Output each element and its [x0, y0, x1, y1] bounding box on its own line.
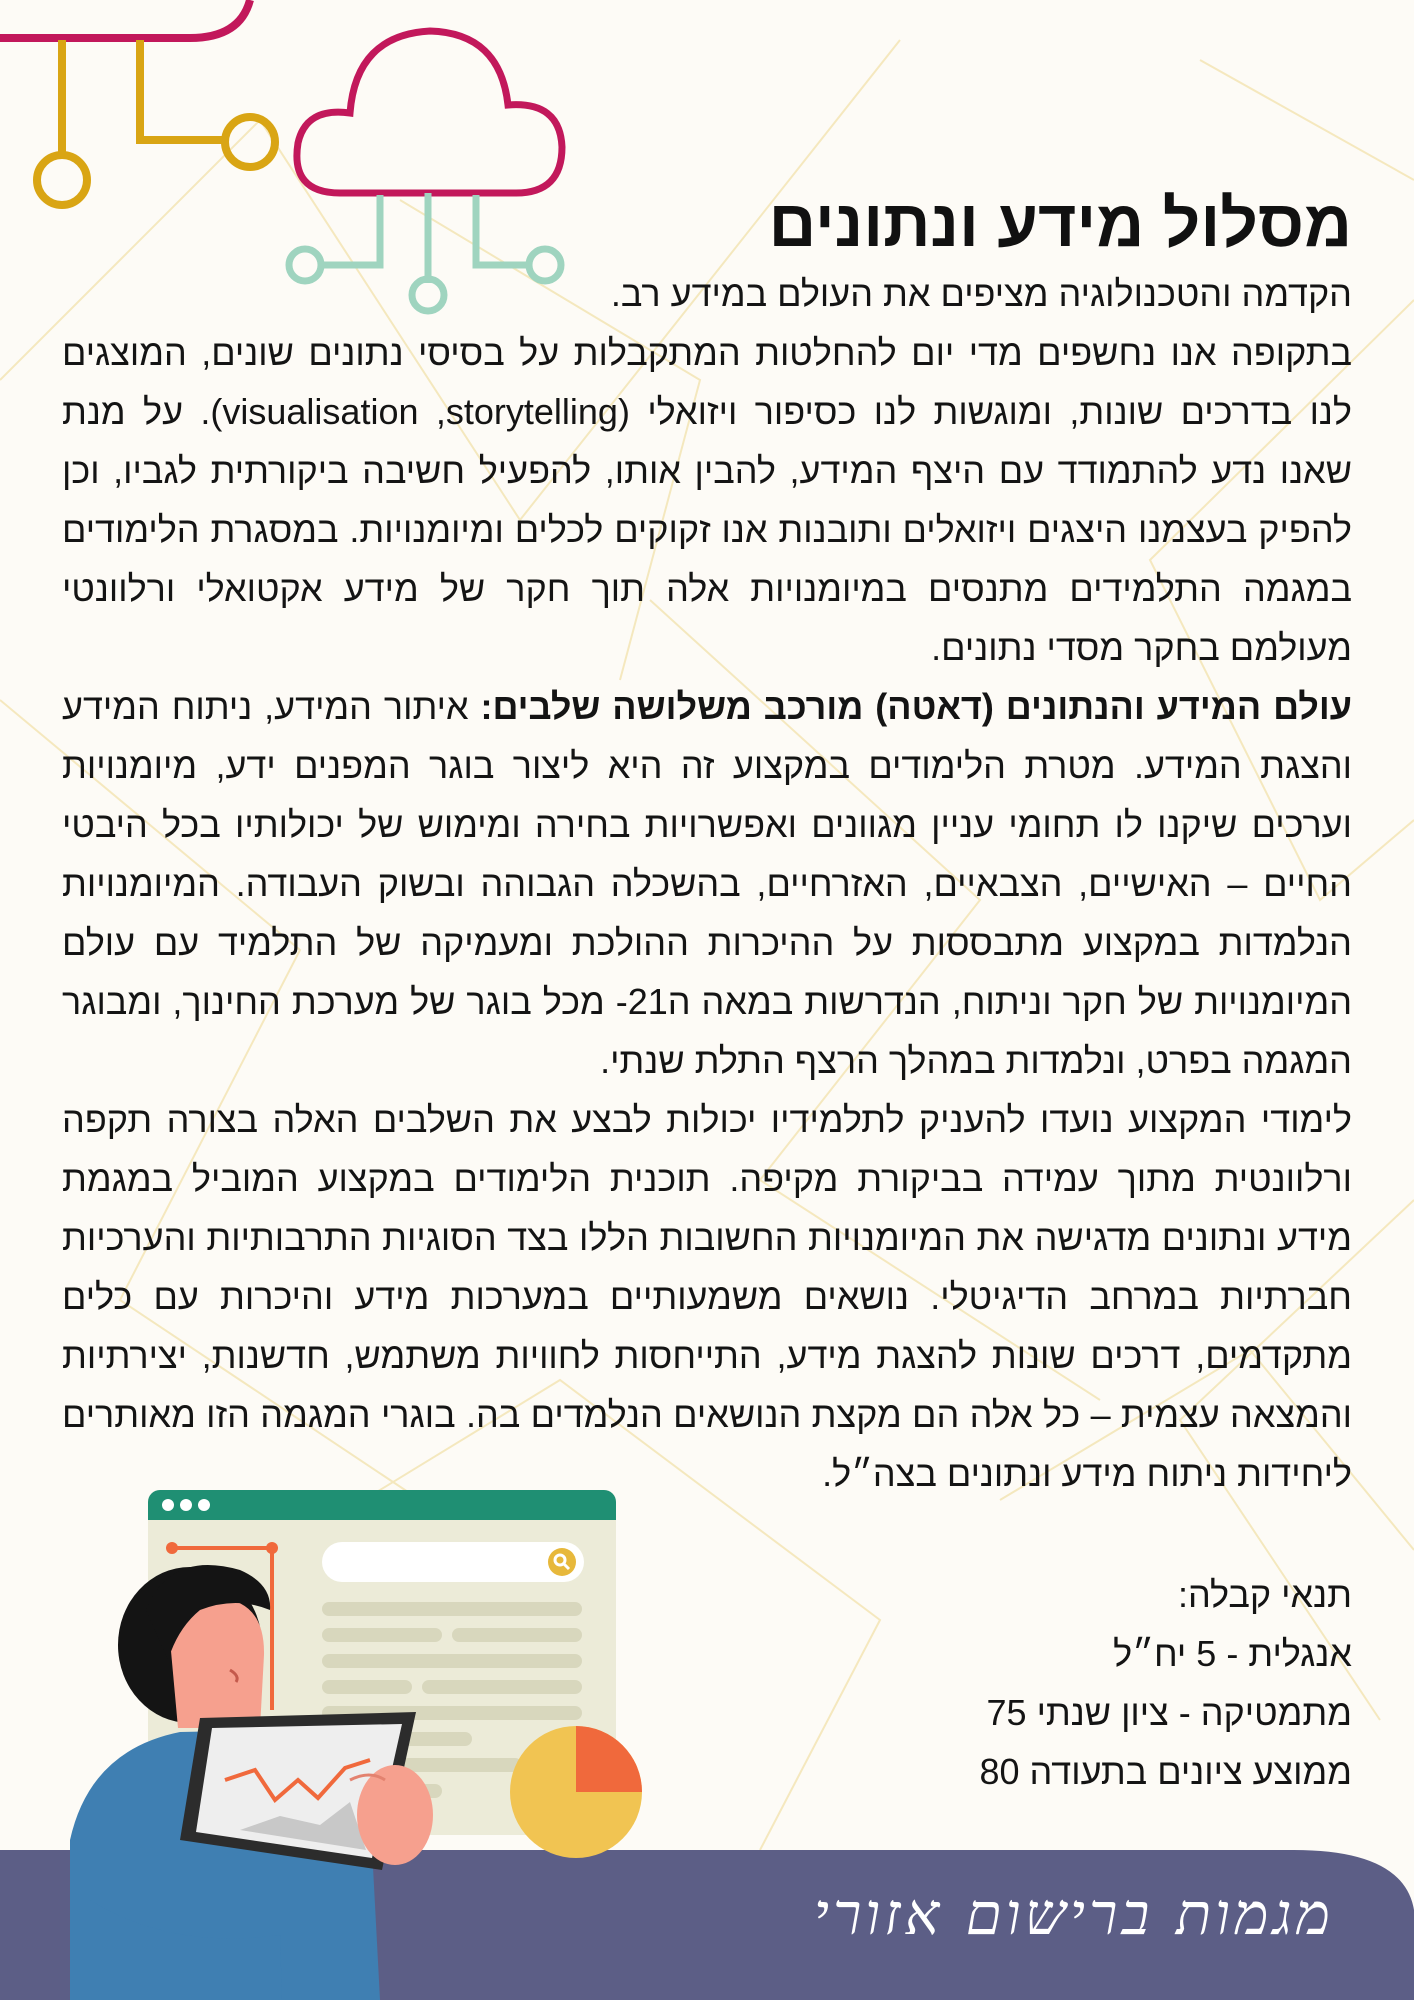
requirements: [979, 1565, 1352, 1801]
footer-brand: מגמות ברישום אזורי: [813, 1880, 1334, 1948]
main-content: [62, 182, 1352, 1503]
page-title: מסלול מידע ונתונים: [768, 186, 1352, 260]
paragraph-2-bold: עולם המידע והנתונים (דאטה) מורכב משלושה שלבים:: [480, 686, 1352, 727]
search-icon: [548, 1548, 576, 1576]
paragraph-1: בתקופה אנו נחשפים מדי יום להחלטות המתקבלות על בסיסי נתונים שונים, המוצגים לנו בדרכים שונות, ומוגשות לנו כסיפור ויזואלי (visualisation ,storytelling). על מנת שאנו נדע להתמודד עם היצף המידע, להבין אותו, להפעיל חשיבה ביקורתית לגביו, וכן להפיק בעצמנו היצגים ויזואלים ותובנות אנו זקוקים לכלים ומיומנויות. במסגרת הלימודים במגמה התלמידים מתנסים במיומנויות אלה תוך חקר של מידע אקטואלי ורלוונטי מעולמם בחקר מסדי נתונים.: [62, 332, 1353, 668]
requirements-heading: תנאי קבלה:: [1177, 1574, 1352, 1615]
paragraph-3: לימודי המקצוע נועדו להעניק לתלמידיו יכולות לבצע את השלבים האלה בצורה תקפה ורלוונטית מתוך עמידה בביקורת מקיפה. תוכנית הלימודים במקצוע המוביל במגמת מידע ונתונים מדגישה את המיומנויות החשובות הללו בצד הסוגיות התרבותיות והערכיות חברתיות במרחב הדיגיטלי. נושאים משמעותיים במערכות מידע והיכרות עם כלים מתקדמים, דרכים שונות להצגת מידע, התייחסות לחוויות משתמש, חדשנות, יצירתיות והמצאה עצמית – כל אלה הם מקצת הנושאים הנלמדים בה. בוגרי המגמה הזו מאותרים ליחידות ניתוח מידע ונתונים בצה״ל.: [62, 1099, 1352, 1494]
requirement-item: ממוצע ציונים בתעודה 80: [979, 1751, 1352, 1792]
requirement-item: מתמטיקה - ציון שנתי 75: [986, 1692, 1352, 1733]
data-analyst-illustration: [50, 1480, 670, 2000]
pie-chart-icon: [510, 1726, 642, 1858]
paragraph-2: [62, 677, 1352, 1090]
requirement-item: אנגלית - 5 יח״ל: [1113, 1633, 1352, 1674]
paragraph-2-rest: איתור המידע, ניתוח המידע והצגת המידע. מטרת הלימודים במקצוע זה היא ליצור בוגר המפנים ידע, מיומנויות וערכים שיקנו לו תחומי עניין מגוונים ואפשרויות בחירה ומימוש של יכולותיו בכל היבטי החיים – האישיים, הצבאיים, האזרחיים, בהשכלה הגבוהה ובשוק העבודה. המיומנויות הנלמדות במקצוע מתבססות על ההיכרות ההולכת ומעמיקה של התלמיד עם עולם המיומנויות של חקר וניתוח, הנדרשות במאה ה21- מכל בוגר של מערכת החינוך, ומבוגר המגמה בפרט, ונלמדות במהלך הרצף התלת שנתי.: [62, 686, 1353, 1081]
intro-line: הקדמה והטכנולוגיה מציפים את העולם במידע רב.: [610, 273, 1352, 314]
